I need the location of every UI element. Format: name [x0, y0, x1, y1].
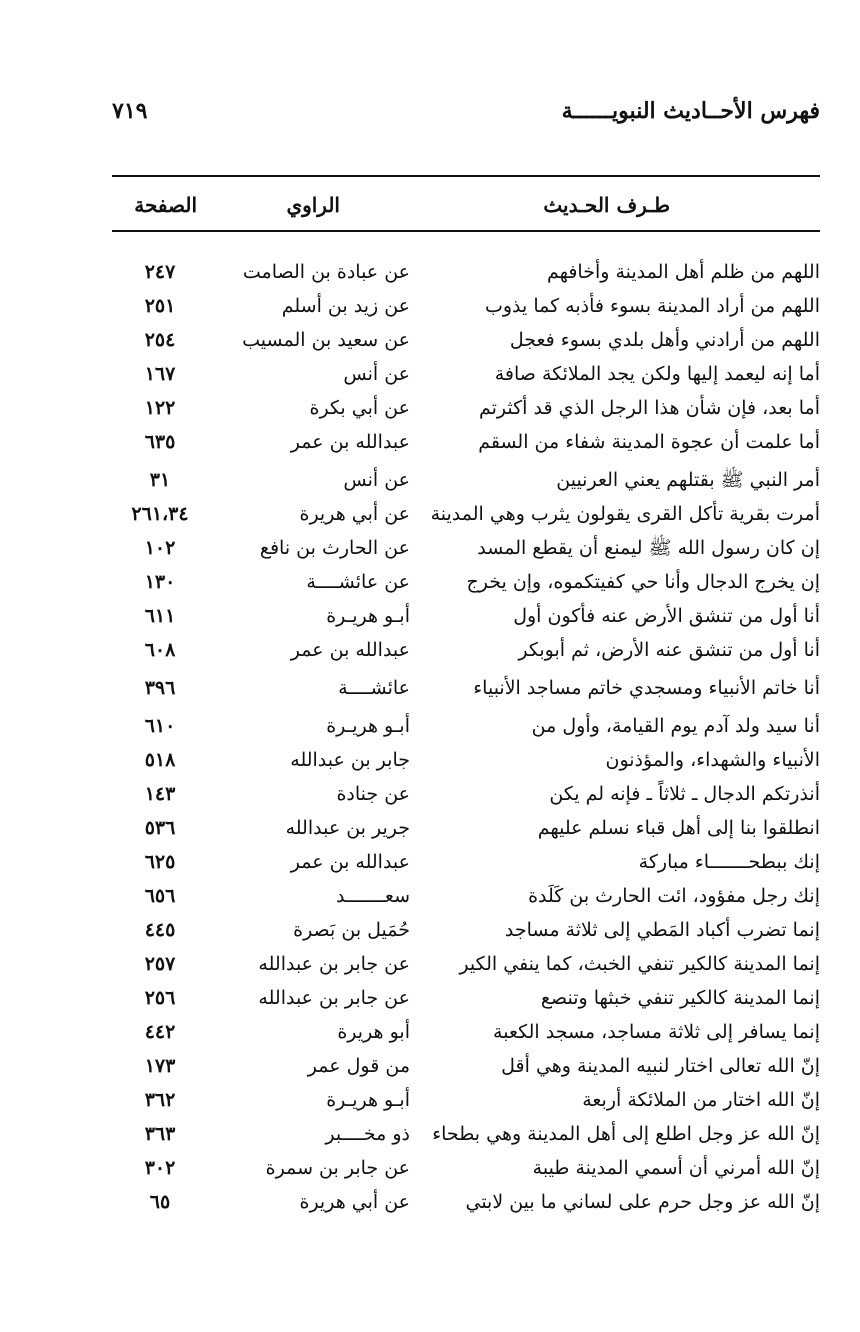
narrator-cell: جرير بن عبدالله [285, 817, 410, 839]
narrator-cell: عن عبادة بن الصامت [242, 261, 410, 283]
hadith-cell: إنّ الله أمرني أن أسمي المدينة طيبة [532, 1157, 820, 1179]
narrator-cell: عن أبي هريرة [299, 1191, 410, 1213]
table-row [112, 428, 820, 466]
hadith-cell: أمر النبي ﷺ بقتلهم يعني العرنيين [556, 469, 820, 491]
hadith-cell: إن يخرج الدجال وأنا حي كفيتكموه، وإن يخرج [466, 571, 820, 593]
table-row [112, 712, 820, 746]
table-row [112, 394, 820, 428]
page-cell: ٥٣٦ [144, 817, 176, 839]
hadith-cell: أنذرتكم الدجال ـ ثلاثاً ـ فإنه لم يكن [549, 783, 820, 805]
narrator-cell: سعـــــــد [335, 885, 410, 907]
hadith-cell: إنما المدينة كالكير تنفي الخبث، كما ينفي الكير [459, 953, 820, 975]
page-cell: ٤٤٢ [144, 1021, 176, 1043]
table-row [112, 360, 820, 394]
hadith-cell: إنما يسافر إلى ثلاثة مساجد، مسجد الكعبة [493, 1021, 820, 1043]
narrator-cell: عن جابر بن سمرة [265, 1157, 410, 1179]
narrator-cell: جابر بن عبدالله [290, 749, 410, 771]
hadith-cell: إنّ الله عز وجل حرم على لساني ما بين لابتي [465, 1191, 820, 1213]
table-row [112, 1188, 820, 1222]
hadith-cell: أما إنه ليعمد إليها ولكن يجد الملائكة صافة [494, 363, 820, 385]
hadith-cell: أمرت بقرية تأكل القرى يقولون يثرب وهي المدينة [430, 503, 820, 525]
page-cell: ٦٢٥ [144, 851, 176, 873]
narrator-cell: عن سعيد بن المسيب [242, 329, 410, 351]
narrator-cell: أبـو هريـرة [326, 715, 410, 737]
narrator-cell: عن الحارث بن نافع [259, 537, 410, 559]
table-row [112, 916, 820, 950]
page-cell: ٦١٠ [144, 715, 176, 737]
hadith-cell: أنا خاتم الأنبياء ومسجدي خاتم مساجد الأنبياء [473, 677, 820, 699]
narrator-cell: عن أبي هريرة [299, 503, 410, 525]
page-cell: ١٢٢ [144, 397, 176, 419]
column-header-page: الصفحة [134, 193, 197, 217]
column-header-narrator: الراوي [286, 193, 340, 217]
page-cell: ٢٤٧ [144, 261, 176, 283]
hadith-cell: إنّ الله عز وجل اطلع إلى أهل المدينة وهي بطحاء [432, 1123, 820, 1145]
table-row [112, 326, 820, 360]
table-row [112, 500, 820, 534]
table-row [112, 258, 820, 292]
table-row [112, 674, 820, 712]
page-cell: ٢٦١،٣٤ [131, 503, 189, 525]
narrator-cell: من قول عمر [307, 1055, 410, 1077]
page-cell: ٢٥٦ [144, 987, 176, 1009]
hadith-cell: اللهم من ظلم أهل المدينة وأخافهم [546, 261, 820, 283]
table-row [112, 466, 820, 500]
page-cell: ٢٥٤ [144, 329, 176, 351]
page-cell: ٤٤٥ [144, 919, 176, 941]
page-cell: ٣٦٢ [144, 1089, 176, 1111]
page-cell: ١٦٧ [144, 363, 176, 385]
page-cell: ٢٥٧ [144, 953, 176, 975]
page-cell: ٦١١ [144, 605, 176, 627]
hadith-cell: أما علمت أن عجوة المدينة شفاء من السقم [478, 431, 820, 453]
table-row [112, 1052, 820, 1086]
narrator-cell: عن أنس [343, 469, 410, 491]
page-cell: ٦٠٨ [144, 639, 176, 661]
page-cell: ٣٩٦ [144, 677, 176, 699]
hadith-cell: أنا أول من تنشق الأرض عنه فأكون أول [513, 605, 820, 627]
page-cell: ٦٥ [149, 1191, 171, 1213]
narrator-cell: عن جابر بن عبدالله [258, 987, 410, 1009]
hadith-cell: اللهم من أراد المدينة بسوء فأذبه كما يذوب [484, 295, 820, 317]
header-rule-top [112, 175, 820, 177]
page-cell: ٦٣٥ [144, 431, 176, 453]
narrator-cell: عن أبي بكرة [309, 397, 410, 419]
hadith-cell: إنّ الله اختار من الملائكة أربعة [582, 1089, 820, 1111]
hadith-cell: أنا سيد ولد آدم يوم القيامة، وأول من [531, 715, 820, 737]
narrator-cell: أبـو هريـرة [326, 1089, 410, 1111]
table-row [112, 602, 820, 636]
hadith-cell: إنما المدينة كالكير تنفي خبثها وتنصع [540, 987, 820, 1009]
hadith-cell: إنك رجل مفؤود، ائت الحارث بن كَلَدة [528, 885, 820, 907]
narrator-cell: عن جابر بن عبدالله [258, 953, 410, 975]
hadith-cell: إنّ الله تعالى اختار لنبيه المدينة وهي أقل [501, 1055, 820, 1077]
narrator-cell: حُمَيل بن بَصرة [293, 919, 410, 941]
narrator-cell: عبدالله بن عمر [290, 431, 410, 453]
table-row [112, 568, 820, 602]
page-cell: ٢٥١ [144, 295, 176, 317]
table-row [112, 1154, 820, 1188]
table-row [112, 534, 820, 568]
running-title: فهرس الأحــاديث النبويــــــة [561, 98, 820, 124]
table-row [112, 636, 820, 674]
page-cell: ٣١ [149, 469, 171, 491]
narrator-cell: عائشــــة [338, 677, 410, 699]
table-row [112, 1086, 820, 1120]
hadith-cell: إنك ببطحـــــــاء مباركة [638, 851, 820, 873]
narrator-cell: ذو مخــــبر [325, 1123, 410, 1145]
page-cell: ١٣٠ [144, 571, 176, 593]
page-cell: ١٤٣ [144, 783, 176, 805]
running-head [112, 98, 820, 132]
hadith-cell: إنما تضرب أكباد المَطي إلى ثلاثة مساجد [504, 919, 820, 941]
hadith-index-table [112, 258, 820, 1222]
page-cell: ١٠٢ [144, 537, 176, 559]
page-cell: ٣٠٢ [144, 1157, 176, 1179]
table-row [112, 746, 820, 780]
table-row [112, 1120, 820, 1154]
page-cell: ٥١٨ [144, 749, 176, 771]
table-row [112, 1018, 820, 1052]
page-cell: ١٧٣ [144, 1055, 176, 1077]
page-cell: ٦٥٦ [144, 885, 176, 907]
narrator-cell: أبـو هريـرة [326, 605, 410, 627]
hadith-cell: الأنبياء والشهداء، والمؤذنون [605, 749, 820, 771]
table-row [112, 848, 820, 882]
narrator-cell: عن زيد بن أسلم [281, 295, 410, 317]
hadith-cell: إن كان رسول الله ﷺ ليمنع أن يقطع المسد [477, 537, 820, 559]
table-row [112, 780, 820, 814]
hadith-cell: أنا أول من تنشق عنه الأرض، ثم أبوبكر [518, 639, 820, 661]
table-row [112, 984, 820, 1018]
header-rule-bottom [112, 230, 820, 232]
narrator-cell: عن أنس [343, 363, 410, 385]
narrator-cell: أبو هريرة [337, 1021, 410, 1043]
hadith-cell: اللهم من أرادني وأهل بلدي بسوء فعجل [509, 329, 820, 351]
hadith-cell: انطلقوا بنا إلى أهل قباء نسلم عليهم [537, 817, 820, 839]
table-row [112, 882, 820, 916]
table-row [112, 292, 820, 326]
narrator-cell: عن جنادة [336, 783, 410, 805]
column-header-hadith: طـرف الحـديث [543, 193, 670, 217]
page-cell: ٣٦٣ [144, 1123, 176, 1145]
narrator-cell: عبدالله بن عمر [290, 639, 410, 661]
narrator-cell: عن عائشــــة [306, 571, 410, 593]
narrator-cell: عبدالله بن عمر [290, 851, 410, 873]
page-number: ٧١٩ [112, 98, 148, 124]
hadith-cell: أما بعد، فإن شأن هذا الرجل الذي قد أكثرتم [478, 397, 820, 419]
table-row [112, 814, 820, 848]
table-row [112, 950, 820, 984]
